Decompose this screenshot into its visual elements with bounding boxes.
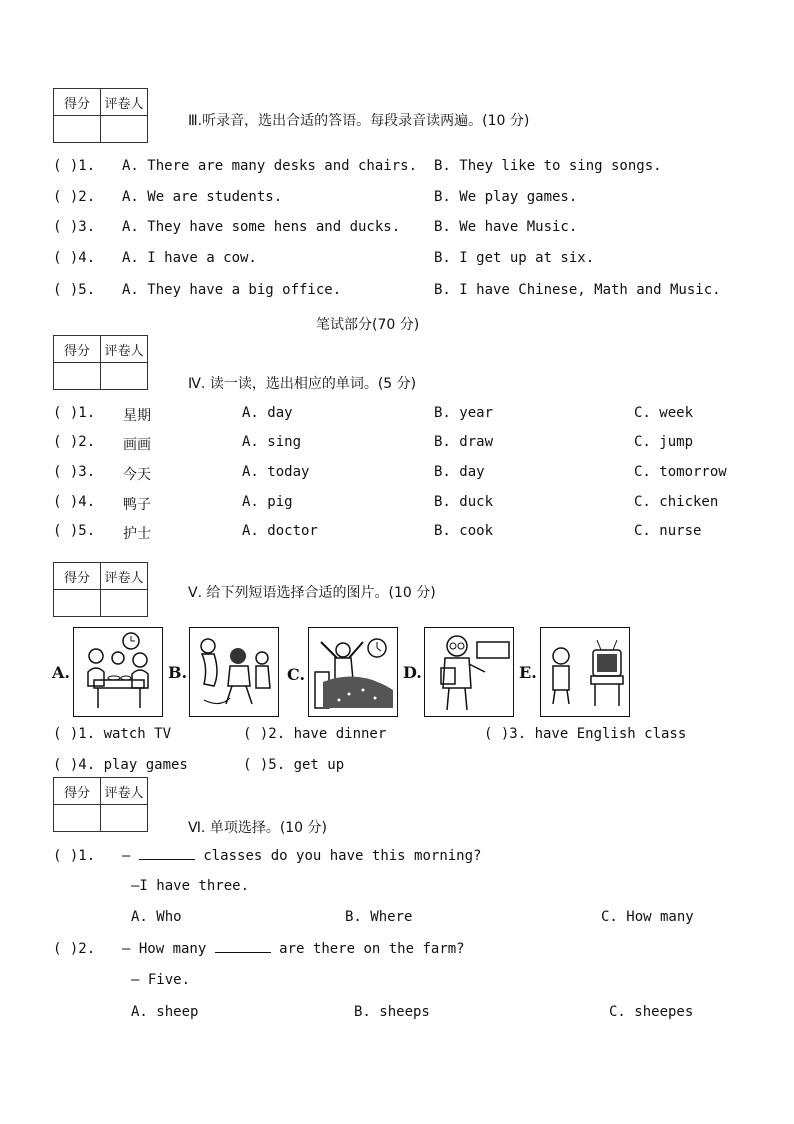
s6-q2-a: A. sheep [131, 1004, 199, 1020]
score-box [53, 777, 148, 832]
s6-q1-num: ( )1. [53, 848, 96, 864]
s4-q3-c: C. tomorrow [634, 464, 727, 480]
s4-q5-word: 护士 [123, 526, 151, 542]
playing-illustration [190, 628, 278, 716]
s4-q3-a: A. today [242, 464, 310, 480]
s3-q1-b: B. They like to sing songs. [434, 158, 662, 174]
section-4-title: Ⅳ. 读一读，选出相应的单词。(5 分) [188, 376, 417, 392]
s3-q4-b: B. I get up at six. [434, 250, 595, 266]
s6-q2-num: ( )2. [53, 941, 96, 957]
s4-q5-a: A. doctor [242, 523, 318, 539]
grader-cell[interactable] [101, 590, 148, 617]
s4-q3-word: 今天 [123, 467, 151, 483]
s4-q4-a: A. pig [242, 494, 293, 510]
picture-a-have-dinner [73, 627, 163, 717]
s4-q2-a: A. sing [242, 434, 302, 450]
s5-q5: ( )5. get up [243, 757, 345, 773]
s3-q2-a: A. We are students. [122, 189, 283, 205]
section-3-title: Ⅲ.听录音，选出合适的答语。每段录音读两遍。(10 分) [188, 113, 530, 129]
score-label: 得分 [54, 563, 101, 590]
s6-q2-pre: — How many [122, 941, 207, 957]
score-cell[interactable] [54, 805, 101, 832]
score-cell[interactable] [54, 363, 101, 390]
s6-q1-a: A. Who [131, 909, 182, 925]
s6-q1-blank[interactable] [139, 859, 195, 860]
s6-q2-b: B. sheeps [354, 1004, 430, 1020]
s4-q2-word: 画画 [123, 437, 151, 453]
score-cell[interactable] [54, 590, 101, 617]
score-box [53, 562, 148, 617]
s6-q1-b: B. Where [345, 909, 413, 925]
s3-q3-a: A. They have some hens and ducks. [122, 219, 401, 235]
s4-q4-num: ( )4. [53, 494, 96, 510]
s3-q1-a: A. There are many desks and chairs. [122, 158, 418, 174]
grader-label: 评卷人 [101, 89, 148, 116]
s3-q1-num: ( )1. [53, 158, 96, 174]
grader-label: 评卷人 [101, 778, 148, 805]
picture-label-e: E. [519, 663, 537, 682]
picture-label-b: B. [168, 663, 188, 682]
s4-q2-b: B. draw [434, 434, 494, 450]
score-label: 得分 [54, 89, 101, 116]
s4-q1-c: C. week [634, 405, 694, 421]
s6-q1-answer: —I have three. [131, 878, 250, 894]
picture-label-c: C. [287, 665, 306, 684]
s4-q5-b: B. cook [434, 523, 494, 539]
grader-cell[interactable] [101, 363, 148, 390]
s6-q2-post: are there on the farm? [279, 941, 465, 957]
score-label: 得分 [54, 778, 101, 805]
s6-q2-blank[interactable] [215, 952, 271, 953]
s4-q2-num: ( )2. [53, 434, 96, 450]
s4-q1-num: ( )1. [53, 405, 96, 421]
s6-q1-stem [122, 848, 481, 864]
s3-q3-num: ( )3. [53, 219, 96, 235]
s4-q4-word: 鸭子 [123, 497, 151, 513]
s3-q5-a: A. They have a big office. [122, 282, 342, 298]
s6-q1-post: classes do you have this morning? [203, 848, 482, 864]
get-up-illustration [309, 628, 397, 716]
grader-cell[interactable] [101, 116, 148, 143]
grader-label: 评卷人 [101, 336, 148, 363]
picture-c-get-up [308, 627, 398, 717]
s5-q3: ( )3. have English class [484, 726, 687, 742]
s5-q4: ( )4. play games [53, 757, 188, 773]
s5-q1: ( )1. watch TV [53, 726, 172, 742]
s3-q2-b: B. We play games. [434, 189, 578, 205]
s4-q5-num: ( )5. [53, 523, 96, 539]
picture-d-english-class [424, 627, 514, 717]
s5-q2: ( )2. have dinner [243, 726, 387, 742]
score-box [53, 335, 148, 390]
teacher-illustration [425, 628, 513, 716]
dinner-illustration [74, 628, 162, 716]
s6-q2-c: C. sheepes [609, 1004, 694, 1020]
score-cell[interactable] [54, 116, 101, 143]
s4-q3-b: B. day [434, 464, 485, 480]
section-5-title: Ⅴ. 给下列短语选择合适的图片。(10 分) [188, 585, 436, 601]
watch-tv-illustration [541, 628, 629, 716]
s4-q4-b: B. duck [434, 494, 494, 510]
picture-label-a: A. [52, 663, 70, 682]
picture-b-play-games [189, 627, 279, 717]
s4-q3-num: ( )3. [53, 464, 96, 480]
grader-label: 评卷人 [101, 563, 148, 590]
s6-q1-c: C. How many [601, 909, 694, 925]
grader-cell[interactable] [101, 805, 148, 832]
s4-q2-c: C. jump [634, 434, 694, 450]
score-box [53, 88, 148, 143]
picture-label-d: D. [403, 663, 422, 682]
s3-q2-num: ( )2. [53, 189, 96, 205]
s3-q5-num: ( )5. [53, 282, 96, 298]
section-6-title: Ⅵ. 单项选择。(10 分) [188, 820, 328, 836]
s4-q5-c: C. nurse [634, 523, 702, 539]
score-label: 得分 [54, 336, 101, 363]
s4-q4-c: C. chicken [634, 494, 719, 510]
s3-q4-a: A. I have a cow. [122, 250, 257, 266]
s4-q1-word: 星期 [123, 408, 151, 424]
s3-q5-b: B. I have Chinese, Math and Music. [434, 282, 721, 298]
s3-q3-b: B. We have Music. [434, 219, 578, 235]
s3-q4-num: ( )4. [53, 250, 96, 266]
s6-q2-stem [122, 941, 465, 957]
written-part-title: 笔试部分(70 分) [316, 317, 420, 333]
s4-q1-a: A. day [242, 405, 293, 421]
s4-q1-b: B. year [434, 405, 494, 421]
s6-q2-answer: — Five. [131, 972, 191, 988]
s6-q1-pre: — [122, 848, 131, 864]
picture-e-watch-tv [540, 627, 630, 717]
